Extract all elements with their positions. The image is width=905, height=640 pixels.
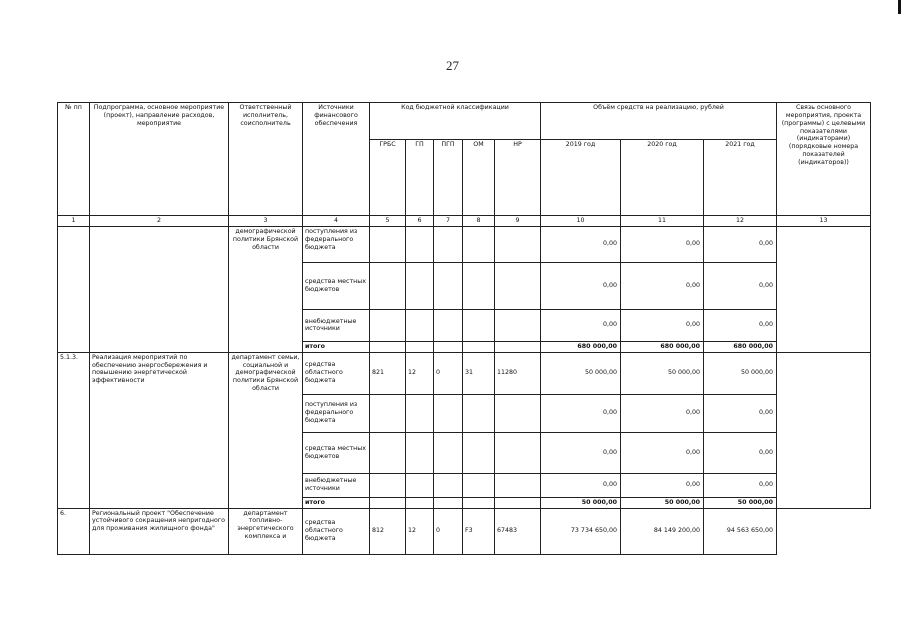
code-gp: 12 <box>406 508 434 554</box>
source-label: внебюджетные источники <box>303 473 370 497</box>
col-number: 8 <box>463 216 495 227</box>
source-label: поступления из федерального бюджета <box>303 226 370 262</box>
header-budget-code: Код бюджетной классификации <box>370 103 541 140</box>
value-2019: 0,00 <box>541 309 621 341</box>
col-number: 4 <box>303 216 370 227</box>
value-2020: 84 149 200,00 <box>621 508 704 554</box>
value-2021: 0,00 <box>704 432 777 473</box>
source-label: средства областного бюджета <box>303 508 370 554</box>
code-om: 31 <box>463 352 495 394</box>
col-number: 7 <box>434 216 463 227</box>
header-pgp: ПГП <box>434 140 463 216</box>
value-2021: 94 563 650,00 <box>704 508 777 554</box>
header-nr: НР <box>495 140 541 216</box>
budget-table <box>57 102 871 555</box>
row-executor: департамент топливно-энергетического комплекса и <box>229 508 303 554</box>
header-volume: Объём средств на реализацию, рублей <box>541 103 777 140</box>
code-nr: 11280 <box>495 352 541 394</box>
source-label: средства областного бюджета <box>303 352 370 394</box>
table-row <box>58 508 871 554</box>
row-executor: департамент семьи, социальной и демографической политики Брянской области <box>229 352 303 508</box>
row-name: Реализация мероприятий по обеспечению энергосбережения и повышению энергетической эффективности <box>90 352 229 508</box>
col-number: 2 <box>90 216 229 227</box>
source-label: итого <box>303 497 370 508</box>
code-grbs: 812 <box>370 508 406 554</box>
source-label: средства местных бюджетов <box>303 262 370 309</box>
row-executor: демографической политики Брянской области <box>229 226 303 352</box>
value-2019: 0,00 <box>541 262 621 309</box>
value-2019: 0,00 <box>541 432 621 473</box>
row-link <box>777 508 871 554</box>
value-2021: 0,00 <box>704 262 777 309</box>
value-2020: 50 000,00 <box>621 352 704 394</box>
code-grbs: 821 <box>370 352 406 394</box>
col-number: 1 <box>58 216 90 227</box>
col-number: 11 <box>621 216 704 227</box>
row-number: 5.1.3. <box>58 352 90 508</box>
source-label: внебюджетные источники <box>303 309 370 341</box>
value-2020: 0,00 <box>621 432 704 473</box>
value-2020: 0,00 <box>621 473 704 497</box>
header-no: № пп <box>58 103 90 216</box>
code-gp: 12 <box>406 352 434 394</box>
value-2020: 0,00 <box>621 262 704 309</box>
value-2019: 50 000,00 <box>541 352 621 394</box>
col-number: 13 <box>777 216 871 227</box>
value-2020: 0,00 <box>621 394 704 432</box>
col-number: 12 <box>704 216 777 227</box>
column-number-row <box>58 216 871 227</box>
row-number <box>58 226 90 352</box>
source-label: поступления из федерального бюджета <box>303 394 370 432</box>
table-row <box>58 226 871 262</box>
source-label: средства местных бюджетов <box>303 432 370 473</box>
value-2019: 0,00 <box>541 394 621 432</box>
code-nr: 67483 <box>495 508 541 554</box>
page-number: 27 <box>446 58 459 73</box>
row-name: Региональный проект "Обеспечение устойчивого сокращения непригодного для проживания жилищного фонда" <box>90 508 229 554</box>
header-executor: Ответственный исполнитель, соисполнитель <box>229 103 303 216</box>
col-number: 3 <box>229 216 303 227</box>
value-2021: 0,00 <box>704 394 777 432</box>
col-number: 9 <box>495 216 541 227</box>
total-2019: 50 000,00 <box>541 497 621 508</box>
code-pgp: 0 <box>434 508 463 554</box>
value-2021: 0,00 <box>704 473 777 497</box>
value-2021: 0,00 <box>704 309 777 341</box>
row-link <box>777 226 871 352</box>
value-2021: 0,00 <box>704 226 777 262</box>
value-2020: 0,00 <box>621 226 704 262</box>
total-2021: 680 000,00 <box>704 341 777 352</box>
col-number: 10 <box>541 216 621 227</box>
header-gp: ГП <box>406 140 434 216</box>
header-year-2021: 2021 год <box>704 140 777 216</box>
header-grbs: ГРБС <box>370 140 406 216</box>
header-year-2019: 2019 год <box>541 140 621 216</box>
row-link <box>777 352 871 508</box>
row-number: 6. <box>58 508 90 554</box>
value-2019: 73 734 650,00 <box>541 508 621 554</box>
header-sources: Источники финансового обеспечения <box>303 103 370 216</box>
header-subprogram: Подпрограмма, основное мероприятие (проект), направление расходов, мероприятие <box>90 103 229 216</box>
code-pgp: 0 <box>434 352 463 394</box>
code-om: F3 <box>463 508 495 554</box>
table-row <box>58 352 871 394</box>
total-2021: 50 000,00 <box>704 497 777 508</box>
value-2020: 0,00 <box>621 309 704 341</box>
value-2019: 0,00 <box>541 473 621 497</box>
total-2020: 50 000,00 <box>621 497 704 508</box>
col-number: 5 <box>370 216 406 227</box>
scan-mark <box>898 0 901 14</box>
value-2019: 0,00 <box>541 226 621 262</box>
header-link: Связь основного мероприятия, проекта (программы) с целевыми показателями (индикаторами) (порядковые номера показателей (индикаторов)) <box>777 103 871 216</box>
total-2020: 680 000,00 <box>621 341 704 352</box>
header-om: ОМ <box>463 140 495 216</box>
row-name <box>90 226 229 352</box>
source-label: итого <box>303 341 370 352</box>
value-2021: 50 000,00 <box>704 352 777 394</box>
total-2019: 680 000,00 <box>541 341 621 352</box>
col-number: 6 <box>406 216 434 227</box>
header-year-2020: 2020 год <box>621 140 704 216</box>
